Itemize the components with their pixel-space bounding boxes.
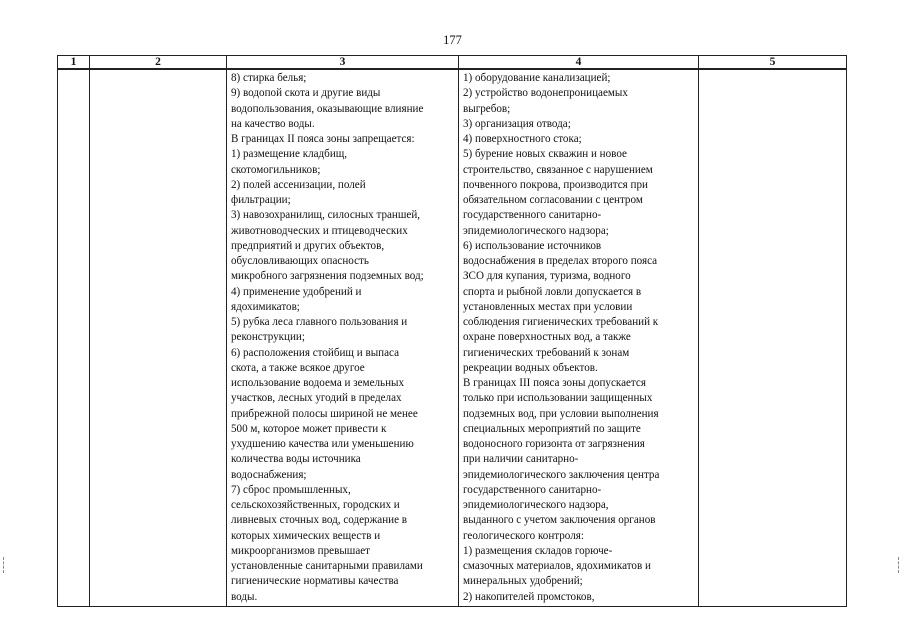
permission-text-line: только при использовании защищенных: [463, 392, 653, 405]
prohibition-text-line: 6) расположения стойбищ и выпаса: [231, 346, 399, 359]
prohibition-text-line: 500 м, которое может привести к: [231, 422, 387, 435]
permission-text-line: минеральных удобрений;: [463, 575, 583, 588]
permission-text-line: 1) оборудование канализацией;: [463, 72, 611, 84]
prohibition-text-line: фильтрации;: [231, 194, 291, 206]
permission-text-line: 6) использование источников: [463, 239, 602, 252]
page-number: 177: [443, 33, 462, 47]
permission-text-line: подземных вод, при условии выполнения: [463, 407, 659, 420]
cell-col-1: [58, 69, 90, 606]
prohibition-text-line: скотомогильников;: [231, 163, 321, 176]
prohibition-text-line: 4) применение удобрений и: [231, 285, 362, 298]
column-header-3: 3: [227, 56, 459, 70]
permission-text-line: 5) бурение новых скважин и новое: [463, 148, 627, 161]
permission-text-line: выданного с учетом заключения органов: [463, 514, 656, 527]
permission-text-line: гигиенических требований к зонам: [463, 346, 630, 359]
permission-text-line: почвенного покрова, производится при: [463, 178, 648, 191]
permission-text-line: соблюдения гигиенических требований к: [463, 316, 659, 328]
permission-text-line: спорта и рыбной ловли допускается в: [463, 285, 642, 298]
prohibition-text-line: животноводческих и птицеводческих: [231, 224, 408, 237]
prohibition-text-line: 8) стирка белья;: [231, 72, 307, 84]
prohibition-text-line: количества воды источника: [231, 453, 361, 466]
column-header-4: 4: [459, 56, 699, 70]
prohibition-text-line: 7) сброс промышленных,: [231, 483, 351, 496]
header-row: [58, 56, 847, 70]
prohibition-text-line: установленные санитарными правилами: [231, 560, 423, 572]
permission-text-line: 2) накопителей промстоков,: [463, 590, 595, 603]
prohibition-text-line: реконструкции;: [231, 331, 305, 344]
prohibition-text-line: участков, лесных угодий в пределах: [231, 392, 402, 405]
prohibition-text-line: предприятий и других объектов,: [231, 239, 385, 252]
permission-text-line: 1) размещения складов горюче-: [463, 544, 613, 557]
permission-text-line: геологического контроля:: [463, 529, 584, 542]
prohibition-text-line: водоснабжения;: [231, 468, 307, 481]
prohibition-text-line: 5) рубка леса главного пользования и: [231, 316, 408, 328]
cell-col-2: [90, 69, 227, 606]
prohibition-text-line: использование водоема и земельных: [231, 377, 405, 389]
permission-text-line: эпидемиологического заключения центра: [463, 468, 660, 481]
prohibition-text-line: ядохимикатов;: [231, 300, 300, 313]
prohibition-text-line: водопользования, оказывающие влияние: [231, 102, 424, 115]
prohibition-text-line: ливневых сточных вод, содержание в: [231, 514, 408, 527]
permission-text-line: специальных мероприятий по защите: [463, 422, 641, 435]
permission-text-line: смазочных материалов, ядохимикатов и: [463, 560, 651, 572]
prohibition-text-line: 3) навозохранилищ, силосных траншей,: [231, 209, 421, 222]
column-header-2: 2: [90, 56, 227, 70]
cell-col-3-prohibitions: [227, 69, 459, 606]
left-binding-mark: [3, 557, 5, 573]
prohibition-text-line: микроорганизмов превышает: [231, 544, 371, 557]
permission-text-line: 2) устройство водонепроницаемых: [463, 87, 628, 100]
prohibition-text-line: сельскохозяйственных, городских и: [231, 499, 400, 511]
permission-text-line: эпидемиологического надзора;: [463, 224, 609, 237]
regulation-table: [57, 55, 847, 607]
permission-text-line: водоснабжения в пределах второго пояса: [463, 255, 658, 267]
permission-text-line: государственного санитарно-: [463, 483, 602, 496]
cell-col-5: [699, 69, 847, 606]
permission-text-line: при наличии санитарно-: [463, 453, 579, 466]
cell-col-4-permissions: [459, 69, 699, 606]
permission-text-line: строительство, связанное с нарушением: [463, 163, 653, 176]
prohibition-text-line: ухудшению качества или уменьшению: [231, 438, 414, 450]
prohibition-text-line: на качество воды.: [231, 117, 315, 130]
permission-text-line: 4) поверхностного стока;: [463, 133, 582, 145]
prohibition-text-line: 2) полей ассенизации, полей: [231, 178, 366, 191]
permission-text-line: государственного санитарно-: [463, 209, 602, 222]
prohibition-text-line: обусловливающих опасность: [231, 255, 369, 267]
prohibition-text-line: прибрежной полосы шириной не менее: [231, 407, 418, 420]
permission-text-line: эпидемиологического надзора,: [463, 499, 609, 511]
prohibition-text-line: 1) размещение кладбищ,: [231, 148, 348, 161]
permission-text-line: 3) организация отвода;: [463, 117, 571, 130]
permission-text-line: обязательном согласовании с центром: [463, 194, 643, 206]
permission-text-line: выгребов;: [463, 102, 511, 115]
permission-text-line: охране поверхностных вод, а также: [463, 331, 631, 344]
permission-text-line: рекреации водных объектов.: [463, 361, 598, 374]
permission-text-line: ЗСО для купания, туризма, водного: [463, 270, 631, 283]
column-header-5: 5: [699, 56, 847, 70]
prohibition-text-line: гигиенические нормативы качества: [231, 575, 399, 588]
prohibition-text-line: В границах II пояса зоны запрещается:: [231, 133, 415, 145]
prohibition-text-line: 9) водопой скота и другие виды: [231, 87, 381, 100]
right-binding-mark: [898, 557, 900, 573]
prohibition-text-line: скота, а также всякое другое: [231, 361, 365, 374]
permission-text-line: В границах III пояса зоны допускается: [463, 377, 646, 389]
prohibition-text-line: которых химических веществ и: [231, 529, 381, 542]
permission-text-line: установленных местах при условии: [463, 300, 633, 313]
prohibition-text-line: воды.: [231, 590, 258, 603]
table-row: [58, 69, 847, 606]
permission-text-line: водоносного горизонта от загрязнения: [463, 438, 645, 450]
prohibition-text-line: микробного загрязнения подземных вод;: [231, 270, 424, 283]
column-header-1: 1: [58, 56, 90, 70]
